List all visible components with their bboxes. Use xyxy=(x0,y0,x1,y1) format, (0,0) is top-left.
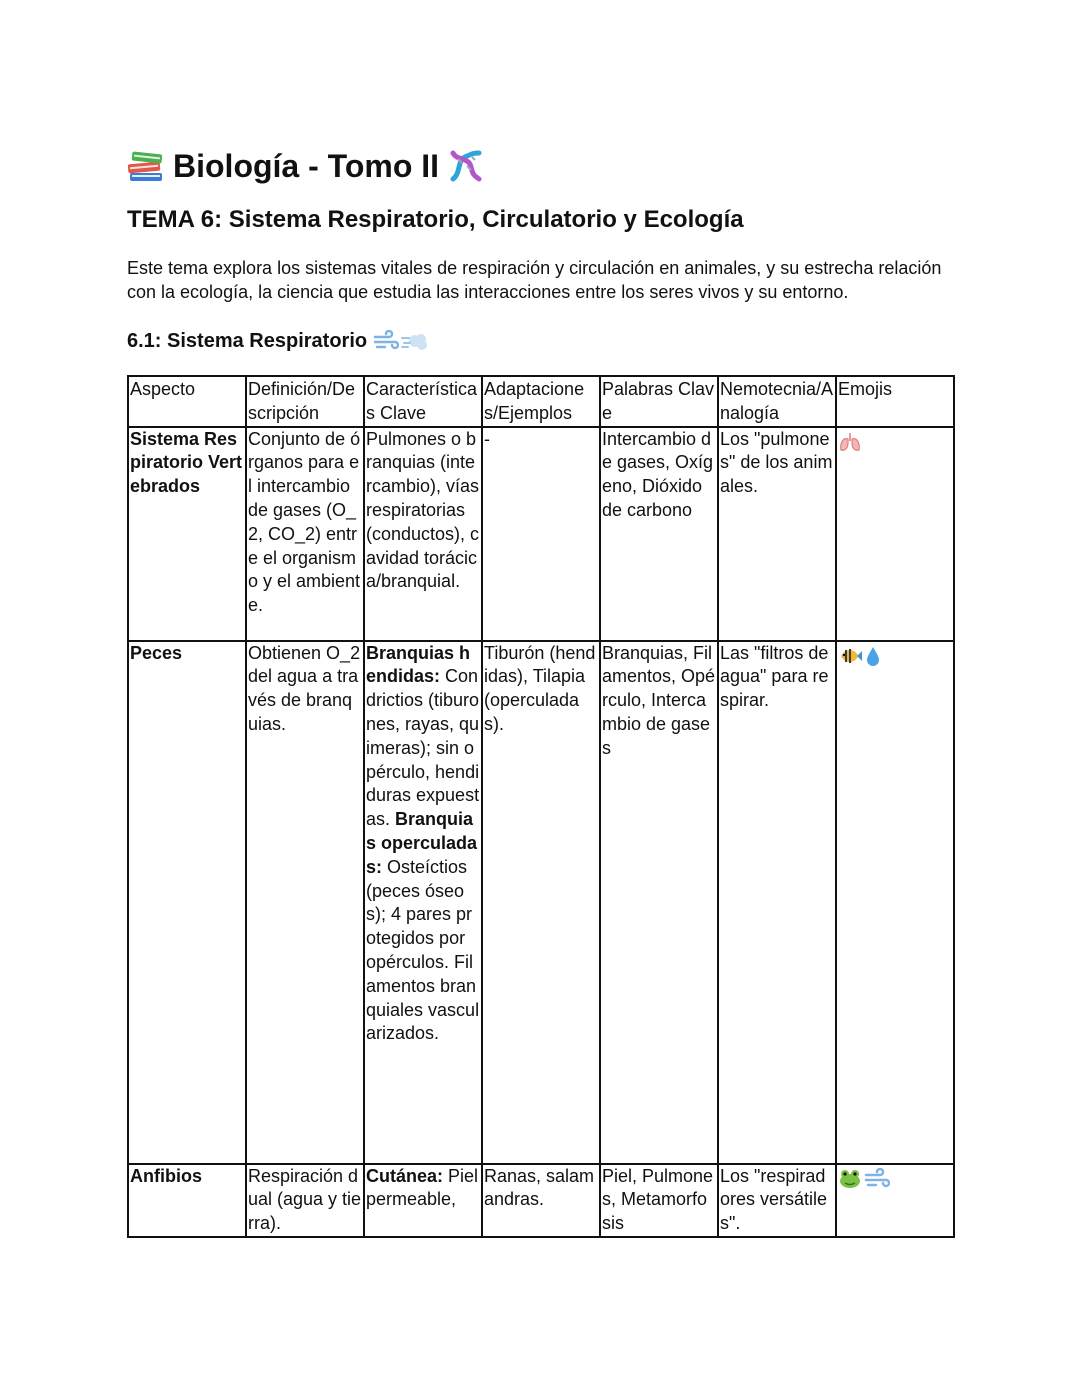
column-header: Nemotecnia/Analogía xyxy=(718,376,836,427)
cell-adaptaciones: Ranas, salamandras. xyxy=(482,1164,600,1237)
table-row xyxy=(128,1164,954,1237)
frog-icon xyxy=(838,1168,862,1190)
tropical-fish-icon xyxy=(838,645,862,667)
cell-aspecto: Peces xyxy=(128,641,246,1164)
section-heading xyxy=(127,326,953,356)
cell-definicion: Obtienen O_2 del agua a través de branquias. xyxy=(246,641,364,1164)
intro-paragraph: Este tema explora los sistemas vitales de respiración y circulación en animales, y su estrecha relación con la ecología, la ciencia que estudia las interacciones entre los seres vivos y su entorno. xyxy=(127,258,942,302)
books-icon xyxy=(127,149,165,183)
cell-aspecto: Sistema Respiratorio Vertebrados xyxy=(128,427,246,641)
document-title-text: Biología - Tomo II xyxy=(173,148,440,184)
cell-emojis xyxy=(836,427,954,641)
cell-adaptaciones: Tiburón (hendidas), Tilapia (operculadas). xyxy=(482,641,600,1164)
cell-nemotecnia: Los "respiradores versátiles". xyxy=(718,1164,836,1237)
wind-icon xyxy=(864,1168,890,1190)
topic-heading: TEMA 6: Sistema Respiratorio, Circulatorio y Ecología xyxy=(127,206,744,233)
droplet-icon xyxy=(864,645,882,667)
cell-nemotecnia: Las "filtros de agua" para respirar. xyxy=(718,641,836,1164)
respiratory-table xyxy=(127,375,955,1238)
cell-palabras: Branquias, Filamentos, Opérculo, Intercambio de gases xyxy=(600,641,718,1164)
lungs-icon xyxy=(838,431,862,453)
column-header: Definición/Descripción xyxy=(246,376,364,427)
column-header: Adaptaciones/Ejemplos xyxy=(482,376,600,427)
column-header: Características Clave xyxy=(364,376,482,427)
cell-caracteristicas: Pulmones o branquias (intercambio), vías respiratorias (conductos), cavidad torácica/branquial. xyxy=(364,427,482,641)
cell-nemotecnia: Los "pulmones" de los animales. xyxy=(718,427,836,641)
column-header: Aspecto xyxy=(128,376,246,427)
section-heading-text: 6.1: Sistema Respiratorio xyxy=(127,330,368,352)
dna-icon xyxy=(447,147,485,185)
cell-emojis xyxy=(836,641,954,1164)
dash-cloud-icon xyxy=(401,330,429,352)
cell-caracteristicas: Branquias hendidas: Condrictios (tiburones, rayas, quimeras); sin opérculo, hendiduras expuestas. Branquias operculadas: Osteíctios (peces óseos); 4 pares protegidos por opérculos. Filamentos branquiales vascularizados. xyxy=(364,641,482,1164)
column-header: Emojis xyxy=(836,376,954,427)
cell-caracteristicas: Cutánea: Piel permeable, xyxy=(364,1164,482,1237)
cell-aspecto: Anfibios xyxy=(128,1164,246,1237)
section-icons xyxy=(373,330,429,352)
table-row xyxy=(128,641,954,1164)
cell-adaptaciones: - xyxy=(482,427,600,641)
document-title xyxy=(127,140,953,192)
cell-palabras: Intercambio de gases, Oxígeno, Dióxido de carbono xyxy=(600,427,718,641)
cell-definicion: Conjunto de órganos para el intercambio de gases (O_2, CO_2) entre el organismo y el ambiente. xyxy=(246,427,364,641)
cell-definicion: Respiración dual (agua y tierra). xyxy=(246,1164,364,1237)
table-header-row xyxy=(128,376,954,427)
cell-palabras: Piel, Pulmones, Metamorfosis xyxy=(600,1164,718,1237)
column-header: Palabras Clave xyxy=(600,376,718,427)
document-page xyxy=(127,140,953,1238)
table-row xyxy=(128,427,954,641)
wind-icon xyxy=(373,330,399,352)
cell-emojis xyxy=(836,1164,954,1237)
